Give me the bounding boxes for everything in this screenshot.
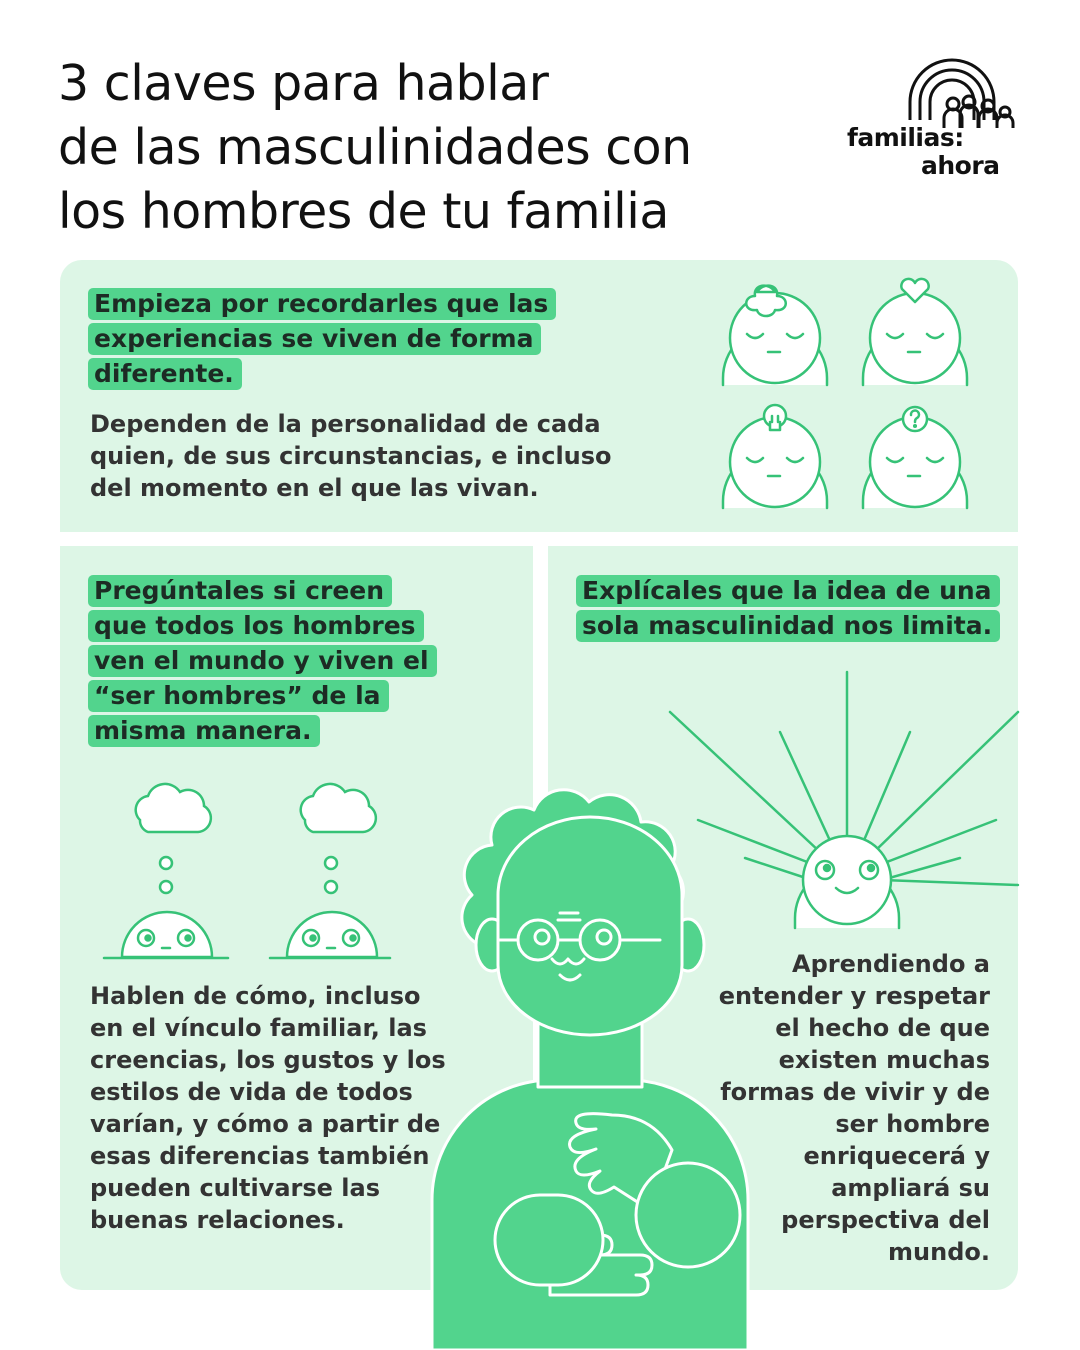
smiling-face-icon [795, 836, 899, 928]
familias-ahora-logo [845, 52, 1025, 182]
title-line-1: 3 claves para hablar [58, 55, 549, 112]
section1-heading: Empieza por recordarles que las experiencias se viven de forma diferente. [88, 286, 688, 391]
title-line-3: los hombres de tu familia [58, 183, 669, 240]
thought-cloud-icon [104, 784, 228, 958]
section2-heading: Pregúntales si creen que todos los hombres ven el mundo y viven el “ser hombres” de la misma manera. [88, 573, 433, 748]
section1-body: Dependen de la personalidad de cada quien, de sus circunstancias, e incluso del momento en el que las vivan. [90, 410, 612, 502]
question-head-icon [863, 407, 967, 508]
title-line-2: de las masculinidades con [58, 119, 692, 176]
section3-body: Aprendiendo a entender y respetar el hecho de que existen muchas formas de vivir y de ser hombre enriquecerá y ampliará su perspectiva del mundo. [718, 950, 990, 1266]
grandfather-character-illustration [420, 795, 760, 1350]
thought-cloud-icon [270, 784, 390, 958]
section3-heading: Explícales que la idea de una sola masculinidad nos limita. [576, 573, 1006, 643]
heart-head-icon [863, 279, 967, 385]
thinking-heads-illustration [100, 770, 400, 970]
page-title [58, 52, 838, 244]
section2-body: Hablen de cómo, incluso en el vínculo familiar, las creencias, los gustos y los estilos de vida de todos varían, y cómo a partir de esas diferencias también pueden cultivarse las buenas relaciones. [90, 982, 446, 1234]
right-arm-joint [636, 1163, 740, 1267]
section1-heads-illustration [700, 270, 1000, 520]
lightbulb-head-icon [723, 405, 827, 508]
logo-text-familias: familias: [847, 123, 964, 152]
logo-text-ahora: ahora [921, 151, 1000, 180]
flower-head-icon [723, 286, 827, 385]
left-arm [495, 1195, 603, 1285]
